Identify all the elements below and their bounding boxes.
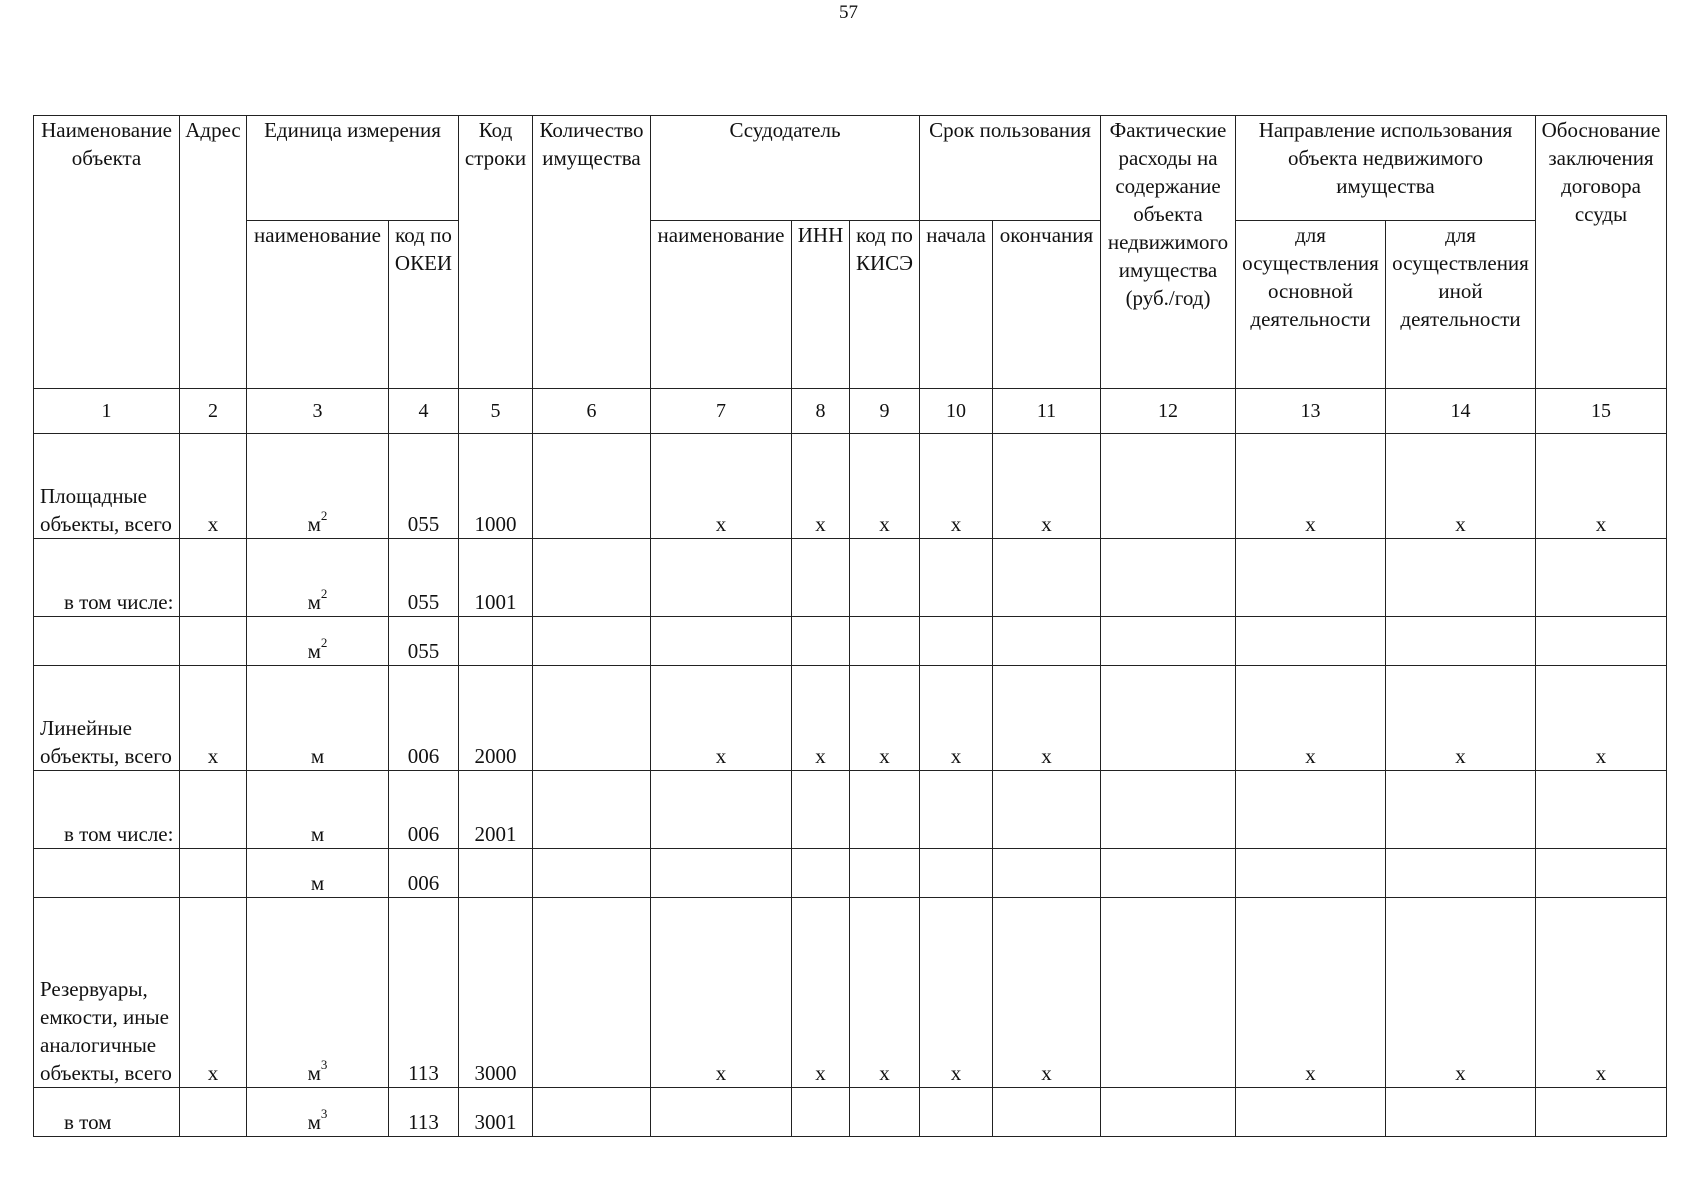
col-number: 3: [247, 389, 389, 434]
row-label: Площадные объекты, всего: [34, 434, 180, 539]
cell-lender-name: х: [651, 666, 792, 771]
cell-address: [180, 539, 247, 617]
cell-term-start: [920, 849, 993, 898]
cell-basis: [1536, 539, 1667, 617]
property-table: [33, 115, 1667, 1137]
cell-dir-other: [1386, 539, 1536, 617]
cell-inn: [792, 849, 850, 898]
cell-okei: 113: [389, 898, 459, 1088]
cell-actual-costs: [1101, 539, 1236, 617]
cell-kise: х: [850, 434, 920, 539]
cell-basis: [1536, 617, 1667, 666]
header-lender: Ссудодатель: [651, 116, 920, 221]
cell-dir-main: [1236, 771, 1386, 849]
header-term: Срок пользования: [920, 116, 1101, 221]
cell-basis: [1536, 1088, 1667, 1137]
cell-inn: [792, 539, 850, 617]
cell-address: х: [180, 666, 247, 771]
cell-dir-other: х: [1386, 434, 1536, 539]
cell-dir-main: [1236, 617, 1386, 666]
col-number: 15: [1536, 389, 1667, 434]
cell-kise: [850, 539, 920, 617]
unit-superscript: 2: [320, 586, 328, 601]
unit-text: м: [310, 822, 325, 846]
cell-basis: х: [1536, 434, 1667, 539]
row-label: в том числе:: [34, 771, 180, 849]
cell-okei: 006: [389, 771, 459, 849]
cell-kise: [850, 849, 920, 898]
unit-text: м: [310, 871, 325, 895]
cell-lender-name: х: [651, 898, 792, 1088]
cell-dir-main: х: [1236, 666, 1386, 771]
cell-basis: х: [1536, 666, 1667, 771]
cell-quantity: [533, 434, 651, 539]
cell-lender-name: [651, 1088, 792, 1137]
unit-superscript: 2: [320, 635, 328, 650]
unit-superscript: 3: [320, 1106, 328, 1121]
cell-lender-name: х: [651, 434, 792, 539]
cell-inn: х: [792, 666, 850, 771]
cell-line-code: [459, 617, 533, 666]
row-label: Резервуары, емкости, иные аналогичные объекты, всего: [34, 898, 180, 1088]
header-lender-name: наименование: [651, 221, 792, 389]
col-number: 10: [920, 389, 993, 434]
cell-term-end: [993, 771, 1101, 849]
table-row: [34, 617, 1667, 666]
col-number: 8: [792, 389, 850, 434]
cell-address: х: [180, 434, 247, 539]
row-label: [34, 849, 180, 898]
cell-okei: 006: [389, 666, 459, 771]
table-row: [34, 898, 1667, 1088]
cell-kise: [850, 771, 920, 849]
unit-text: м: [307, 1061, 321, 1085]
header-actual-costs: Фактические расходы на содержание объекта недвижимого имущества (руб./год): [1101, 116, 1236, 389]
row-label: [34, 617, 180, 666]
cell-line-code: 3001: [459, 1088, 533, 1137]
row-label: в том числе:: [34, 539, 180, 617]
cell-inn: [792, 617, 850, 666]
col-number: 6: [533, 389, 651, 434]
header-unit-code: код по ОКЕИ: [389, 221, 459, 389]
cell-address: [180, 1088, 247, 1137]
col-number: 14: [1386, 389, 1536, 434]
cell-lender-name: [651, 771, 792, 849]
col-number: 13: [1236, 389, 1386, 434]
cell-quantity: [533, 617, 651, 666]
unit-text: м: [310, 744, 325, 768]
cell-term-end: [993, 1088, 1101, 1137]
cell-actual-costs: [1101, 434, 1236, 539]
cell-kise: [850, 1088, 920, 1137]
cell-lender-name: [651, 849, 792, 898]
col-number: 9: [850, 389, 920, 434]
table-row: [34, 434, 1667, 539]
table-row: [34, 539, 1667, 617]
cell-dir-other: х: [1386, 666, 1536, 771]
cell-unit-name: [247, 898, 389, 1088]
cell-actual-costs: [1101, 666, 1236, 771]
cell-line-code: 3000: [459, 898, 533, 1088]
cell-dir-main: [1236, 1088, 1386, 1137]
cell-unit-name: [247, 617, 389, 666]
cell-unit-name: [247, 434, 389, 539]
cell-line-code: 2000: [459, 666, 533, 771]
header-term-end: окончания: [993, 221, 1101, 389]
cell-actual-costs: [1101, 849, 1236, 898]
header-quantity: Количество имущества: [533, 116, 651, 389]
cell-basis: [1536, 771, 1667, 849]
row-label: Линейные объекты, всего: [34, 666, 180, 771]
cell-basis: х: [1536, 898, 1667, 1088]
cell-term-end: х: [993, 434, 1101, 539]
cell-term-start: х: [920, 434, 993, 539]
col-number: 2: [180, 389, 247, 434]
cell-inn: [792, 1088, 850, 1137]
cell-address: х: [180, 898, 247, 1088]
cell-dir-main: [1236, 539, 1386, 617]
header-unit-name: наименование: [247, 221, 389, 389]
cell-kise: х: [850, 666, 920, 771]
cell-term-start: х: [920, 666, 993, 771]
cell-lender-name: [651, 539, 792, 617]
cell-unit-name: [247, 771, 389, 849]
header-direction: Направление использования объекта недвижимого имущества: [1236, 116, 1536, 221]
cell-dir-other: х: [1386, 898, 1536, 1088]
cell-quantity: [533, 771, 651, 849]
cell-quantity: [533, 539, 651, 617]
unit-text: м: [307, 1110, 321, 1134]
col-number: 4: [389, 389, 459, 434]
cell-lender-name: [651, 617, 792, 666]
header-lender-inn: ИНН: [792, 221, 850, 389]
cell-line-code: [459, 849, 533, 898]
cell-dir-other: [1386, 617, 1536, 666]
cell-quantity: [533, 898, 651, 1088]
cell-dir-other: [1386, 771, 1536, 849]
cell-okei: 113: [389, 1088, 459, 1137]
cell-term-end: [993, 617, 1101, 666]
unit-text: м: [307, 590, 321, 614]
header-basis: Обоснование заключения договора ссуды: [1536, 116, 1667, 389]
cell-quantity: [533, 666, 651, 771]
unit-superscript: 3: [320, 1057, 328, 1072]
cell-address: [180, 849, 247, 898]
cell-term-end: х: [993, 898, 1101, 1088]
cell-dir-other: [1386, 849, 1536, 898]
cell-kise: х: [850, 898, 920, 1088]
col-number: 1: [34, 389, 180, 434]
cell-unit-name: [247, 849, 389, 898]
cell-dir-main: х: [1236, 434, 1386, 539]
cell-basis: [1536, 849, 1667, 898]
cell-quantity: [533, 849, 651, 898]
header-dir-other: для осуществления иной деятельности: [1386, 221, 1536, 389]
header-unit: Единица измерения: [247, 116, 459, 221]
header-line-code: Код строки: [459, 116, 533, 389]
cell-dir-other: [1386, 1088, 1536, 1137]
cell-term-start: х: [920, 898, 993, 1088]
cell-dir-main: [1236, 849, 1386, 898]
header-object-name: Наименование объекта: [34, 116, 180, 389]
table-row: [34, 1088, 1667, 1137]
cell-line-code: 1000: [459, 434, 533, 539]
cell-actual-costs: [1101, 617, 1236, 666]
cell-term-start: [920, 539, 993, 617]
table-row: [34, 666, 1667, 771]
cell-unit-name: [247, 1088, 389, 1137]
cell-unit-name: [247, 666, 389, 771]
cell-term-end: [993, 849, 1101, 898]
cell-okei: 055: [389, 539, 459, 617]
header-address: Адрес: [180, 116, 247, 389]
col-number: 7: [651, 389, 792, 434]
header-term-start: начала: [920, 221, 993, 389]
cell-dir-main: х: [1236, 898, 1386, 1088]
table-row: [34, 849, 1667, 898]
cell-okei: 055: [389, 617, 459, 666]
col-number: 5: [459, 389, 533, 434]
col-number: 11: [993, 389, 1101, 434]
col-number: 12: [1101, 389, 1236, 434]
cell-okei: 055: [389, 434, 459, 539]
unit-text: м: [307, 639, 321, 663]
cell-actual-costs: [1101, 898, 1236, 1088]
cell-term-end: [993, 539, 1101, 617]
cell-term-start: [920, 771, 993, 849]
cell-term-start: [920, 617, 993, 666]
row-label: в том: [34, 1088, 180, 1137]
cell-inn: х: [792, 434, 850, 539]
cell-term-start: [920, 1088, 993, 1137]
cell-quantity: [533, 1088, 651, 1137]
cell-line-code: 1001: [459, 539, 533, 617]
header-lender-kise: код по КИСЭ: [850, 221, 920, 389]
cell-inn: [792, 771, 850, 849]
unit-superscript: 2: [320, 508, 328, 523]
cell-unit-name: [247, 539, 389, 617]
cell-actual-costs: [1101, 771, 1236, 849]
cell-term-end: х: [993, 666, 1101, 771]
cell-inn: х: [792, 898, 850, 1088]
cell-address: [180, 617, 247, 666]
cell-line-code: 2001: [459, 771, 533, 849]
header-dir-main: для осуществления основной деятельности: [1236, 221, 1386, 389]
cell-address: [180, 771, 247, 849]
cell-actual-costs: [1101, 1088, 1236, 1137]
cell-okei: 006: [389, 849, 459, 898]
cell-kise: [850, 617, 920, 666]
table-row: [34, 771, 1667, 849]
page-number: 57: [839, 2, 858, 23]
unit-text: м: [307, 512, 321, 536]
